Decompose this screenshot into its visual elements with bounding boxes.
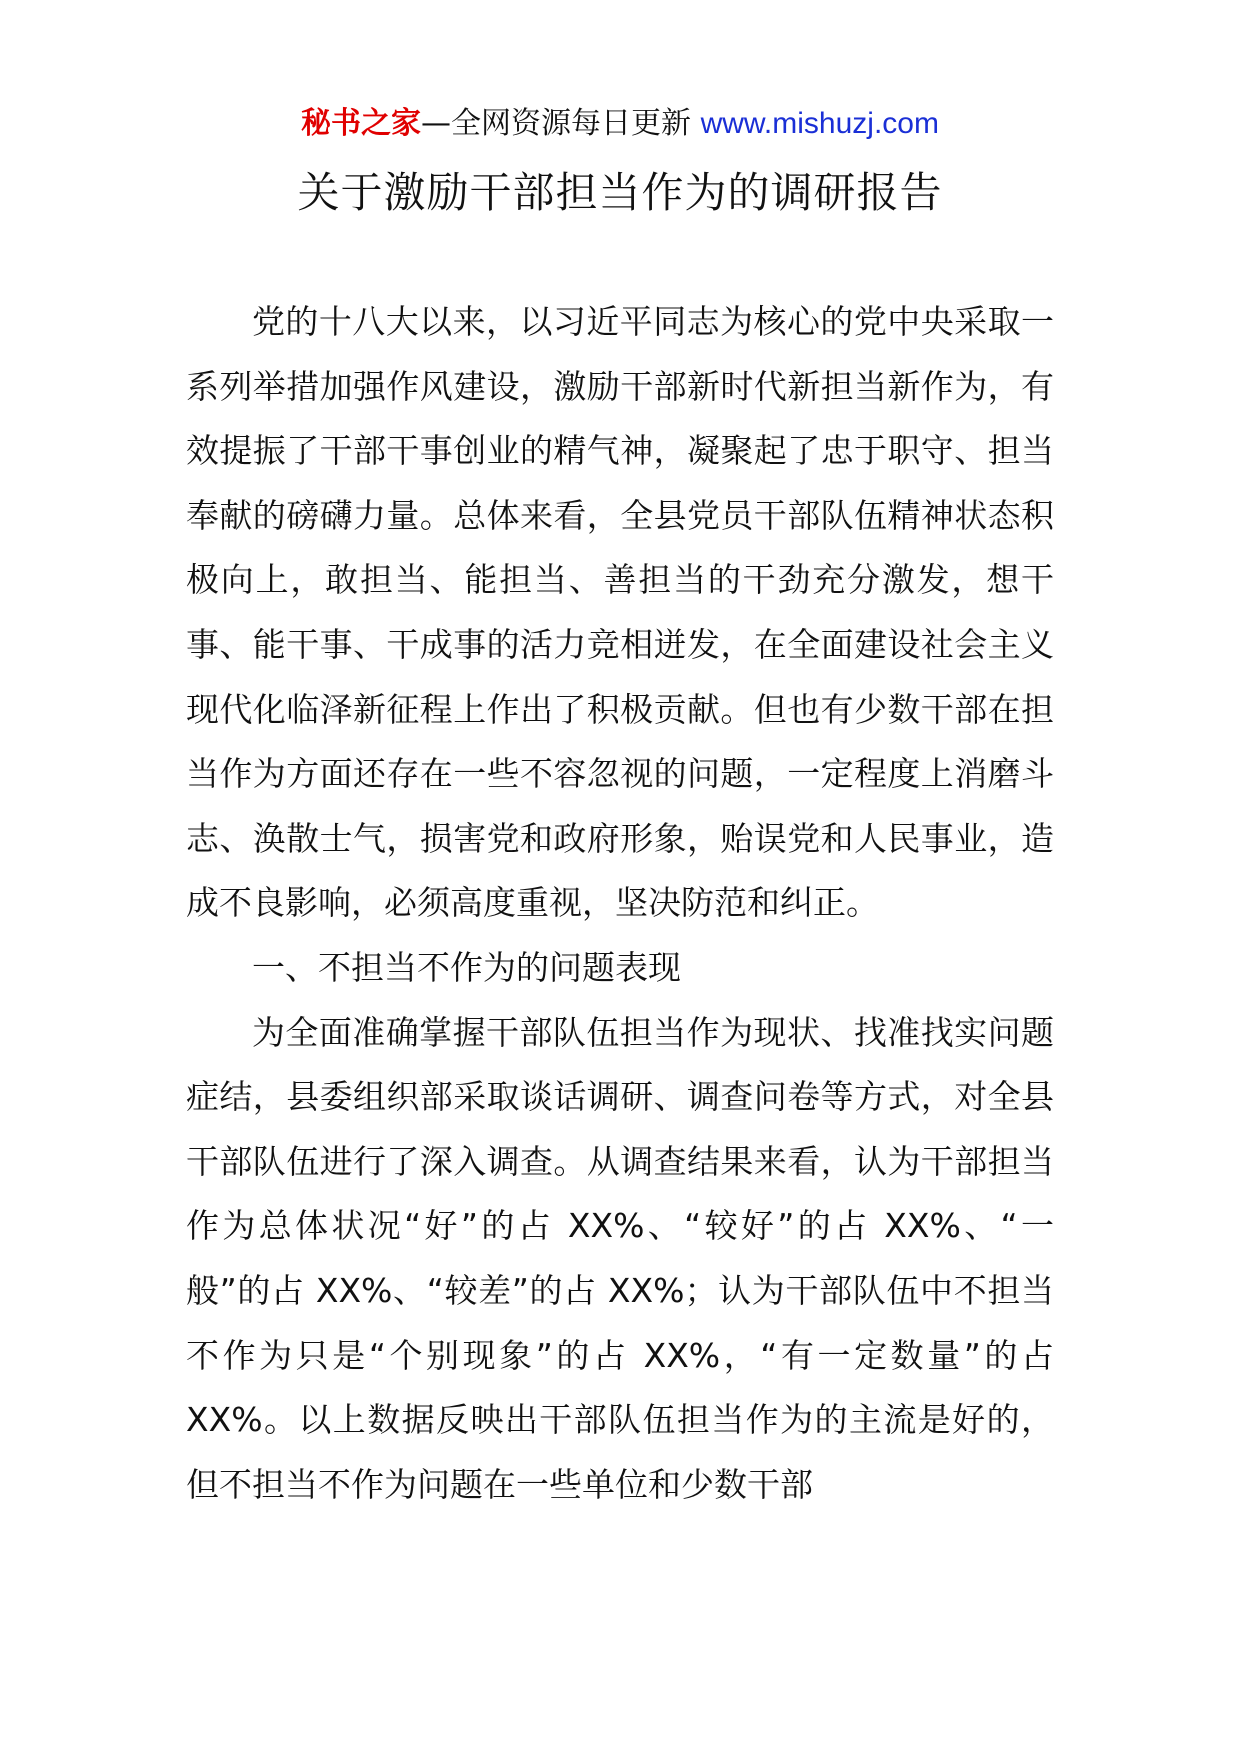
paragraph: 党的十八大以来，以习近平同志为核心的党中央采取一系列举措加强作风建设，激励干部新时代新担当新作为，有效提振了干部干事创业的精气神，凝聚起了忠于职守、担当奉献的磅礴力量。总体来看，全县党员干部队伍精神状态积极向上，敢担当、能担当、善担当的干劲充分激发，想干事、能干事、干成事的活力竞相迸发，在全面建设社会主义现代化临泽新征程上作出了积极贡献。但也有少数干部在担当作为方面还存在一些不容忽视的问题，一定程度上消磨斗志、涣散士气，损害党和政府形象，贻误党和人民事业，造成不良影响，必须高度重视，坚决防范和纠正。: [186, 302, 1054, 923]
section-heading: 一、不担当不作为的问题表现: [252, 947, 681, 987]
document-title: 关于激励干部担当作为的调研报告: [297, 168, 943, 217]
header-tagline: —全网资源每日更新: [421, 106, 692, 141]
document-body: [186, 290, 1054, 1517]
brand-name: 秘书之家: [301, 106, 422, 141]
site-url[interactable]: www.mishuzj.com: [700, 107, 939, 140]
site-header: [0, 104, 1240, 144]
paragraph: 为全面准确掌握干部队伍担当作为现状、找准找实问题症结，县委组织部采取谈话调研、调查问卷等方式，对全县干部队伍进行了深入调查。从调查结果来看，认为干部担当作为总体状况“好”的占 XX%、“较好”的占 XX%、“一般”的占 XX%、“较差”的占 XX%；认为干部队伍中不担当不作为只是“个别现象”的占 XX%，“有一定数量”的占 XX%。以上数据反映出干部队伍担当作为的主流是好的，但不担当不作为问题在一些单位和少数干部: [186, 1012, 1054, 1504]
